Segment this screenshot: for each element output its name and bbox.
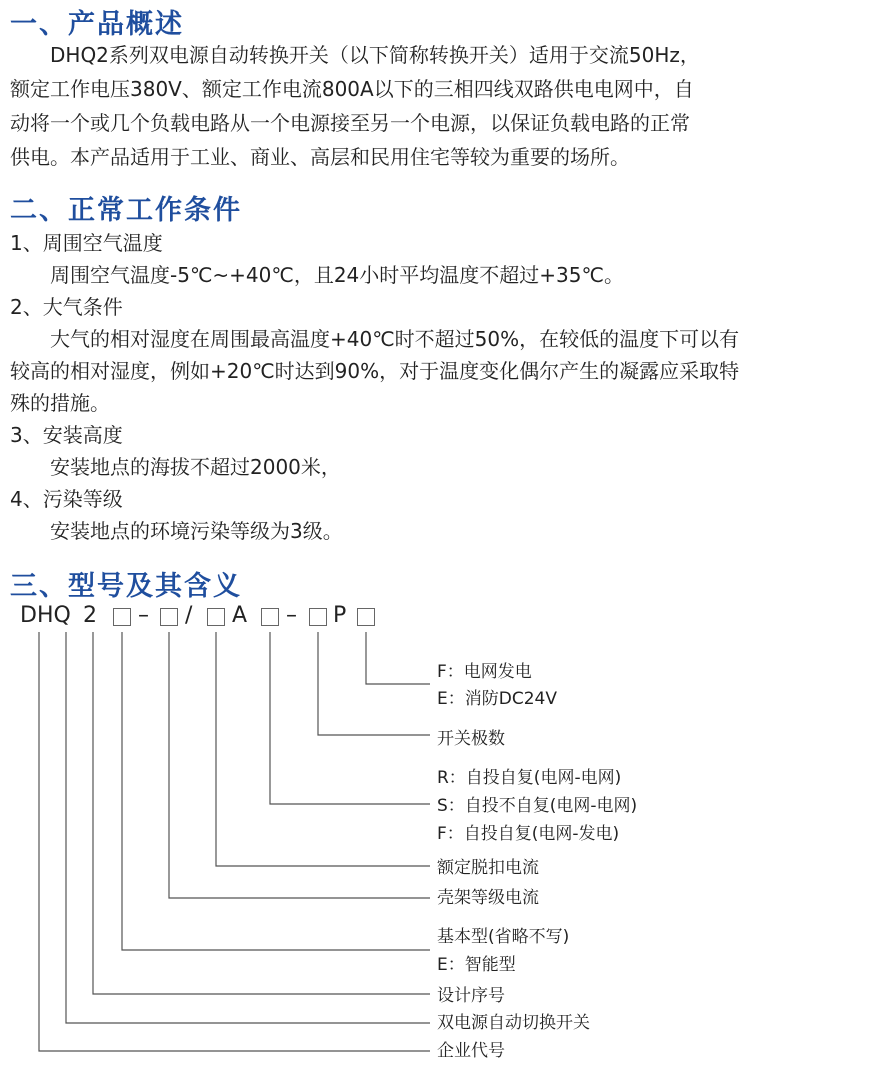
condition-text-temperature: 周围空气温度-5℃~+40℃，且24小时平均温度不超过+35℃。 xyxy=(10,263,624,287)
label-trip-current: 额定脱扣电流 xyxy=(437,858,539,878)
condition-text-atmosphere-3: 殊的措施。 xyxy=(10,391,110,415)
overview-line-3: 动将一个或几个负载电路从一个电源接至另一个电源，以保证负载电路的正常 xyxy=(10,111,690,135)
condition-heading-atmosphere: 2、大气条件 xyxy=(10,295,123,319)
model-code-design-number: 2 xyxy=(83,603,97,628)
leader-line-company xyxy=(39,632,430,1051)
label-smart-type: E：智能型 xyxy=(437,955,516,975)
leader-line-switch xyxy=(66,632,430,1023)
leader-line-frame-current xyxy=(169,632,430,898)
section-title-model: 三、型号及其含义 xyxy=(10,571,242,602)
label-poles: 开关极数 xyxy=(437,729,505,749)
condition-text-pollution: 安装地点的环境污染等级为3级。 xyxy=(10,519,343,543)
condition-heading-altitude: 3、安装高度 xyxy=(10,423,123,447)
model-code-dash-2: – xyxy=(286,603,297,628)
label-mode-r: R：自投自复(电网-电网) xyxy=(437,768,622,788)
leader-line-type xyxy=(122,632,430,950)
leader-line-trip-current xyxy=(216,632,430,866)
label-mode-s: S：自投不自复(电网-电网) xyxy=(437,796,638,816)
condition-text-atmosphere-2: 较高的相对湿度，例如+20℃时达到90%，对于温度变化偶尔产生的凝露应采取特 xyxy=(10,359,740,383)
overview-line-1: DHQ2系列双电源自动转换开关（以下简称转换开关）适用于交流50Hz， xyxy=(10,43,700,67)
overview-line-2: 额定工作电压380V、额定工作电流800A以下的三相四线双路供电电网中，自 xyxy=(10,77,694,101)
leader-line-power xyxy=(366,632,430,684)
label-dual-power-switch: 双电源自动切换开关 xyxy=(437,1013,590,1033)
model-code-a: A xyxy=(232,603,248,628)
leader-line-mode xyxy=(270,632,430,804)
label-mode-f: F：自投自复(电网-发电) xyxy=(437,824,620,844)
leader-line-design-number xyxy=(93,632,430,994)
model-code-slash: / xyxy=(185,603,193,628)
overview-line-4: 供电。本产品适用于工业、商业、高层和民用住宅等较为重要的场所。 xyxy=(10,145,630,169)
model-code-dhq: DHQ xyxy=(20,603,71,628)
label-grid-generator: F：电网发电 xyxy=(437,662,532,682)
label-design-number: 设计序号 xyxy=(437,986,505,1006)
label-frame-current: 壳架等级电流 xyxy=(437,888,539,908)
label-company-code: 企业代号 xyxy=(437,1041,505,1061)
condition-heading-temperature: 1、周围空气温度 xyxy=(10,231,163,255)
condition-text-altitude: 安装地点的海拔不超过2000米， xyxy=(10,455,341,479)
model-code-dash-1: – xyxy=(138,603,149,628)
condition-heading-pollution: 4、污染等级 xyxy=(10,487,123,511)
section-title-overview: 一、产品概述 xyxy=(10,9,184,40)
label-fire-dc24v: E：消防DC24V xyxy=(437,689,557,709)
model-code-p: P xyxy=(333,603,347,628)
label-basic-type: 基本型(省略不写) xyxy=(437,927,570,947)
section-title-conditions: 二、正常工作条件 xyxy=(10,195,242,226)
condition-text-atmosphere-1: 大气的相对湿度在周围最高温度+40℃时不超过50%，在较低的温度下可以有 xyxy=(10,327,740,351)
